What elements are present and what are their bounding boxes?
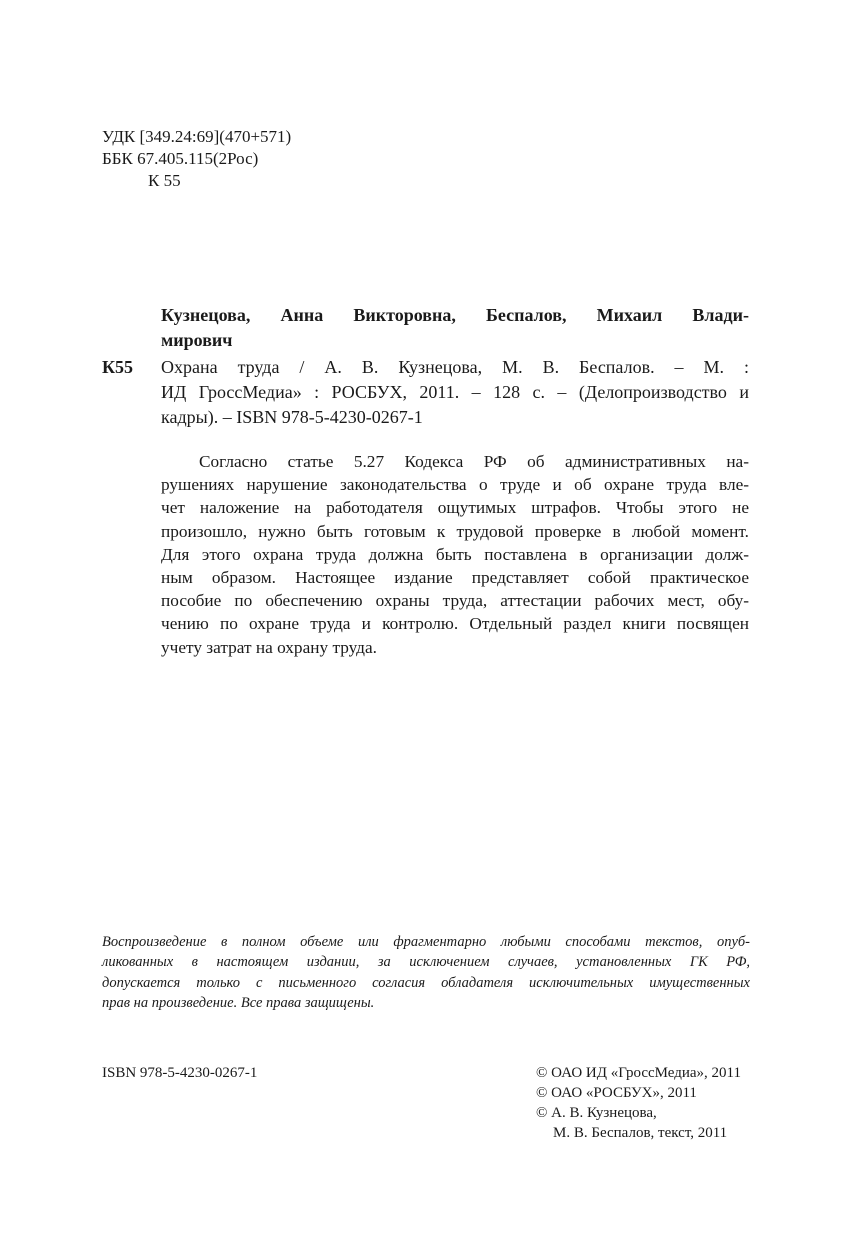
authors-line: мирович xyxy=(161,330,233,350)
authors-line: Кузнецова, Анна Викторовна, Беспалов, Михаил Влади- xyxy=(161,305,749,325)
abstract-line: Согласно статье 5.27 Кодекса РФ об административных на- xyxy=(199,452,749,471)
notice-line: ликованных в настоящем издании, за исключением случаев, установленных ГК РФ, xyxy=(102,954,750,971)
bib-line: кадры). – ISBN 978-5-4230-0267-1 xyxy=(161,407,423,427)
abstract-line: произошло, нужно быть готовым к трудовой проверке в любой момент. xyxy=(161,521,749,541)
bib-line: Охрана труда / А. В. Кузнецова, М. В. Беспалов. – М. : xyxy=(161,357,749,377)
abstract-line: чению по охране труда и контролю. Отдельный раздел книги посвящен xyxy=(161,614,749,634)
rights-line: © ОАО «РОСБУХ», 2011 xyxy=(536,1085,697,1101)
notice-line: прав на произведение. Все права защищены. xyxy=(102,995,375,1012)
abstract-line: рушениях нарушение законодательства о труде и об охране труда вле- xyxy=(161,475,749,495)
abstract-line: пособие по обеспечению охраны труда, аттестации рабочих мест, обу- xyxy=(161,591,749,611)
bib-line: ИД ГроссМедиа» : РОСБУХ, 2011. – 128 с. – (Делопроизводство и xyxy=(161,382,749,402)
abstract-line: учету затрат на охрану труда. xyxy=(161,637,377,657)
classification-block xyxy=(102,126,291,192)
rights-line: М. В. Беспалов, текст, 2011 xyxy=(553,1125,728,1141)
rights-block xyxy=(536,1063,741,1143)
abstract-line: чет наложение на работодателя ощутимых штрафов. Чтобы этого не xyxy=(161,498,749,518)
abstract-line: Для этого охрана труда должна быть поставлена в организации долж- xyxy=(161,544,749,564)
copyright-notice xyxy=(102,932,750,1014)
notice-line: допускается только с письменного согласия обладателя исключительных имущественных xyxy=(102,974,750,991)
bibliographic-description xyxy=(161,355,749,430)
author-mark: К55 xyxy=(102,357,134,377)
author-mark-code: К 55 xyxy=(148,171,181,190)
rights-line: © А. В. Кузнецова, xyxy=(536,1105,657,1121)
notice-line: Воспроизведение в полном объеме или фрагментарно любыми способами текстов, опуб- xyxy=(102,934,750,950)
authors-heading xyxy=(161,303,749,353)
bbk-code: ББК 67.405.115(2Рос) xyxy=(102,149,259,168)
abstract xyxy=(161,450,749,659)
udk-code: УДК [349.24:69](470+571) xyxy=(102,127,292,146)
rights-line: © ОАО ИД «ГроссМедиа», 2011 xyxy=(536,1065,741,1081)
abstract-line: ным образом. Настоящее издание представляет собой практическое xyxy=(161,568,749,588)
isbn: ISBN 978-5-4230-0267-1 xyxy=(102,1065,258,1081)
